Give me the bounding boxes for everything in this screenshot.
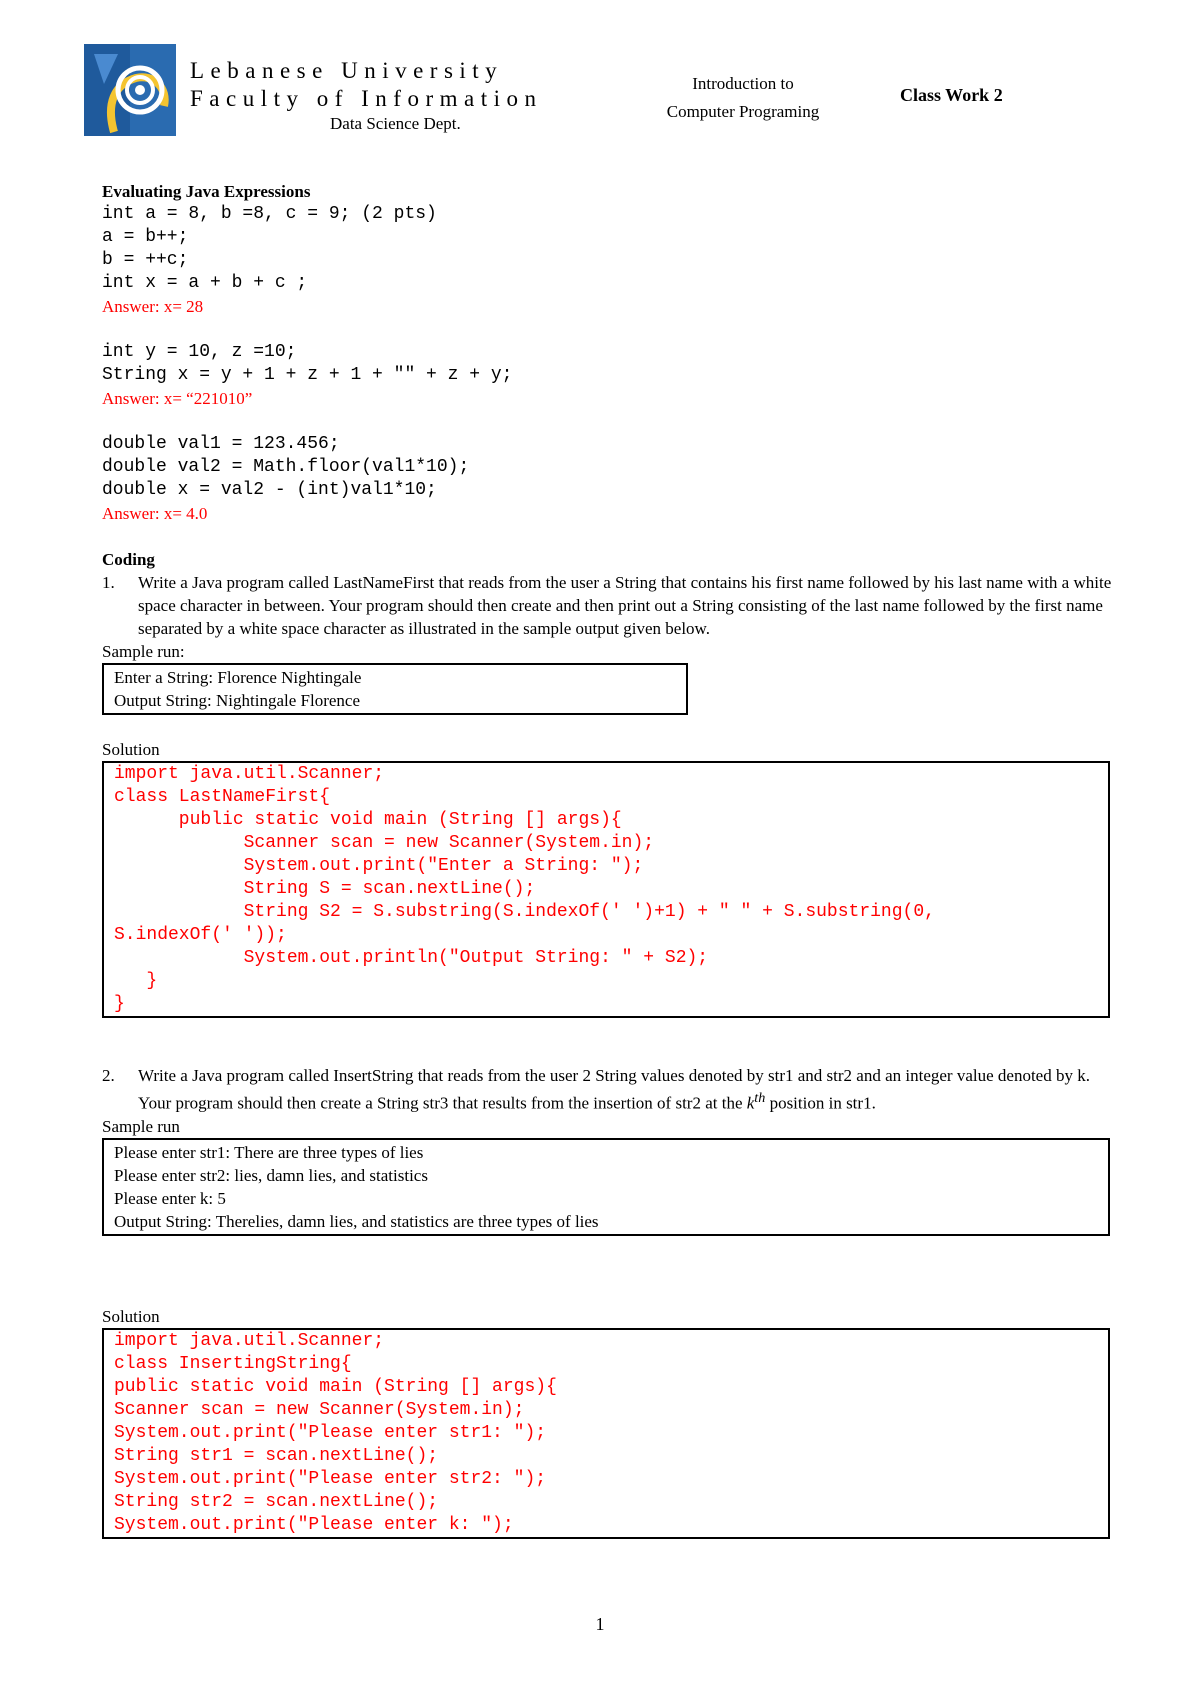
question-text-part: Write a Java program called InsertString that reads from the user 2 String values denoted by str1 and str2 and an integer value denoted by k. Your program should then create a String str3 that results from the insertion of str2 at the	[138, 1066, 1090, 1113]
code-line: int a = 8, b =8, c = 9; (2 pts)	[102, 204, 437, 224]
k-superscript: th	[754, 1090, 766, 1106]
code-line: int y = 10, z =10;	[102, 342, 297, 362]
sample-run-box	[102, 663, 688, 715]
course-title-line1: Introduction to	[692, 74, 794, 93]
question-text: Write a Java program called LastNameFirst that reads from the user a String that contains his first name followed by his last name with a white space character in between. Your program should then create and then print out a String consisting of the last name followed by the first name separated by a white space character as illustrated in the sample output given below.	[138, 573, 1112, 638]
expression-block-2	[102, 341, 1112, 410]
page-number: 1	[595, 1614, 605, 1634]
university-name: Lebanese University	[190, 58, 504, 83]
course-title-line2: Computer Programing	[666, 102, 820, 121]
sample-line: Output String: Therelies, damn lies, and statistics are three types of lies	[114, 1211, 599, 1231]
question-1	[102, 571, 1112, 640]
document-body	[102, 180, 1112, 1539]
sample-line: Please enter str1: There are three types of lies	[114, 1142, 424, 1162]
solution-label: Solution	[102, 1306, 160, 1326]
expression-block-1	[102, 203, 1112, 318]
sample-line: Please enter str2: lies, damn lies, and statistics	[114, 1165, 428, 1185]
section-title-coding: Coding	[102, 550, 155, 569]
sample-line: Please enter k: 5	[114, 1188, 226, 1208]
code-line: a = b++;	[102, 227, 189, 247]
answer-text: Answer: x= 4.0	[102, 504, 208, 523]
class-work-label: Class Work 2	[900, 85, 1003, 105]
answer-text: Answer: x= “221010”	[102, 389, 253, 408]
question-text	[138, 1064, 1112, 1115]
department-name: Data Science Dept.	[330, 114, 461, 133]
sample-line: Enter a String: Florence Nightingale	[114, 668, 362, 687]
faculty-name: Faculty of Information	[190, 86, 543, 111]
section-title-evaluating: Evaluating Java Expressions	[102, 182, 311, 201]
solution-code-box: import java.util.Scanner; class InsertingString{ public static void main (String [] args){ Scanner scan = new Scanner(System.in); System.out.print("Please enter str1: "); String str1 = scan.nextLine(); System.out.print("Please enter str2: "); String str2 = scan.nextLine(); System.out.print("Please enter k: ");	[102, 1328, 1110, 1539]
course-title	[648, 70, 838, 126]
question-2	[102, 1064, 1112, 1115]
code-line: double val2 = Math.floor(val1*10);	[102, 457, 470, 477]
expression-block-3	[102, 433, 1112, 525]
code-line: double x = val2 - (int)val1*10;	[102, 480, 437, 500]
code-line: b = ++c;	[102, 250, 189, 270]
sample-run-label: Sample run	[102, 1116, 180, 1136]
code-line: double val1 = 123.456;	[102, 434, 340, 454]
k-variable: k	[746, 1093, 755, 1113]
sample-run-box	[102, 1138, 1110, 1236]
solution-label: Solution	[102, 740, 160, 759]
university-logo-icon	[84, 44, 176, 136]
sample-run-label: Sample run:	[102, 642, 185, 661]
question-number: 2.	[102, 1066, 115, 1085]
answer-text: Answer: x= 28	[102, 297, 204, 316]
code-line: String x = y + 1 + z + 1 + "" + z + y;	[102, 365, 513, 385]
code-line: int x = a + b + c ;	[102, 273, 308, 293]
question-number: 1.	[102, 573, 115, 592]
question-text-part: position in str1.	[765, 1093, 876, 1113]
solution-code-box: import java.util.Scanner; class LastNameFirst{ public static void main (String [] args){ Scanner scan = new Scanner(System.in); System.out.print("Enter a String: "); String S = scan.nextLine(); String S2 = S.substring(S.indexOf(' ')+1) + " " + S.substring(0, S.indexOf(' ')); System.out.println("Output String: " + S2); } }	[102, 761, 1110, 1018]
sample-line: Output String: Nightingale Florence	[114, 691, 360, 710]
